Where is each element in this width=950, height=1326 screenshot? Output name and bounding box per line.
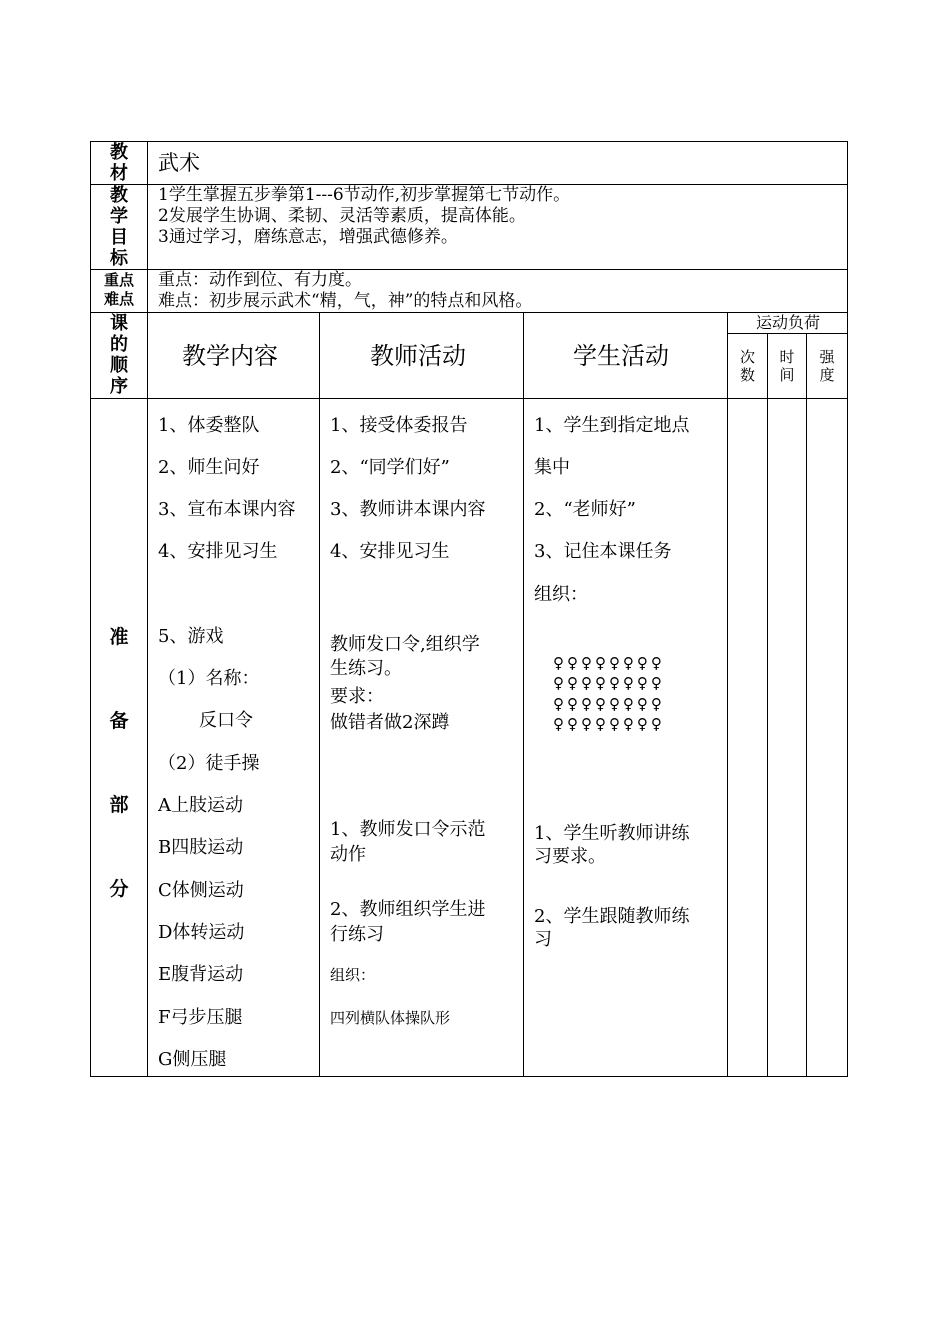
material-label: 教 材 [110,142,128,184]
section-label-2: 备 [109,710,129,732]
keypoint-line-1: 重点：动作到位、有力度。 [158,270,362,290]
student-item: 1、学生到指定地点 [534,415,690,436]
goal-line-3: 3通过学习，磨练意志，增强武德修养。 [158,227,458,247]
table-line [147,141,148,1077]
time-header: 时 间 [779,348,795,384]
content-item: C体侧运动 [158,880,244,901]
order-label: 课 的 顺 序 [110,313,128,397]
teacher-ex2-line: 2、教师组织学生进 [330,899,486,920]
content-header: 教学内容 [182,342,278,370]
student-item: 组织： [534,584,588,605]
content-item: A上肢运动 [158,795,243,816]
student-ex2-line: 2、学生跟随教师练 [534,906,690,927]
teacher-header: 教师活动 [370,342,466,370]
table-line [319,312,320,1077]
content-item: 3、宣布本课内容 [158,499,296,520]
teacher-item: 3、教师讲本课内容 [330,499,486,520]
content-item: （2）徒手操 [158,753,260,774]
content-item: D体转运动 [158,922,245,943]
student-item: 集中 [534,457,570,478]
content-item: 5、游戏 [158,626,224,647]
table-line [90,1076,848,1077]
table-line [767,333,768,1077]
content-item: B四肢运动 [158,837,244,858]
table-line [727,333,848,334]
goal-line-1: 1学生掌握五步拳第1---6节动作,初步掌握第七节动作。 [158,185,571,205]
teacher-ex1-line: 1、教师发口令示范 [330,819,486,840]
student-item: 3、记住本课任务 [534,541,672,562]
teacher-game-line: 生练习。 [330,658,402,679]
student-ex1-line: 习要求。 [534,846,606,867]
formation-row: ♀♀♀♀♀♀♀♀ [553,654,665,672]
content-item: 2、师生问好 [158,457,260,478]
section-label-4: 分 [109,878,129,900]
student-ex1-line: 1、学生听教师讲练 [534,823,690,844]
content-item: 1、体委整队 [158,415,260,436]
teacher-item: 4、安排见习生 [330,541,450,562]
formation-row: ♀♀♀♀♀♀♀♀ [553,695,665,713]
formation-row: ♀♀♀♀♀♀♀♀ [553,674,665,692]
table-line [806,333,807,1077]
teacher-org-label: 组织： [330,966,376,984]
table-line [847,141,848,1077]
teacher-formation: 四列横队体操队形 [330,1009,451,1027]
student-ex2-line: 习 [534,929,552,950]
formation-row: ♀♀♀♀♀♀♀♀ [553,715,665,733]
student-header: 学生活动 [573,342,669,370]
table-line [90,398,848,399]
keypoint-line-2: 难点：初步展示武术“精，气，神”的特点和风格。 [158,291,533,311]
intensity-header: 强 度 [819,348,835,384]
goals-label: 教 学 目 标 [110,185,128,269]
content-item: （1）名称： [158,668,260,689]
content-item: E腹背运动 [158,964,244,985]
teacher-game-line: 做错者做2深蹲 [330,712,450,733]
table-line [523,312,524,1077]
content-item: F弓步压腿 [158,1007,243,1028]
table-line [90,141,848,142]
goal-line-2: 2发展学生协调、柔韧、灵活等素质，提高体能。 [158,206,526,226]
load-header: 运动负荷 [755,313,820,332]
teacher-item: 1、接受体委报告 [330,415,468,436]
count-header: 次 数 [739,348,755,384]
teacher-game-line: 要求： [330,686,384,707]
teacher-item: 2、“同学们好” [330,457,450,478]
keypoints-label: 重点 难点 [103,271,134,308]
teacher-ex1-line: 动作 [330,844,366,865]
teacher-game-line: 教师发口令,组织学 [330,634,480,655]
student-item: 2、“老师好” [534,499,636,520]
section-label-3: 部 [109,794,129,816]
content-item: G侧压腿 [158,1049,227,1070]
table-line [727,312,728,1077]
material-value: 武术 [158,151,200,175]
teacher-ex2-line: 行练习 [330,924,384,945]
section-label-1: 准 [109,626,129,648]
content-item: 反口令 [199,710,253,731]
content-item: 4、安排见习生 [158,541,278,562]
